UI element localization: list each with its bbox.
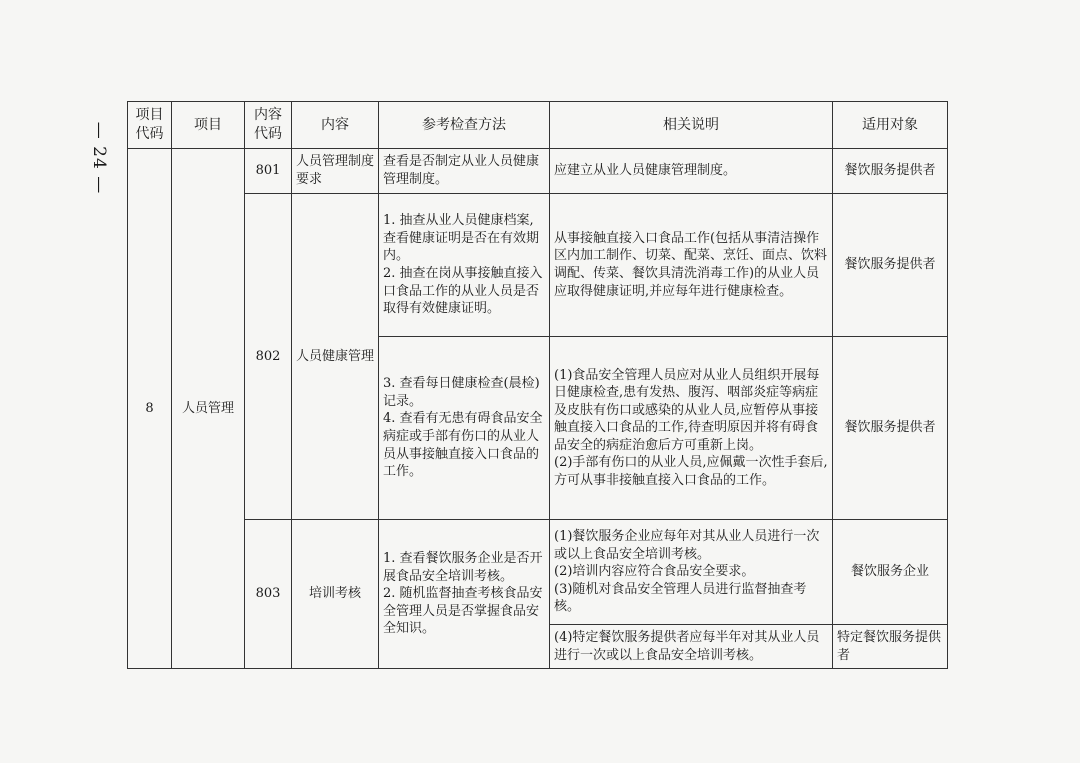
notes-802b-item-2: (2)手部有伤口的从业人员,应佩戴一次性手套后,方可从事非接触直接入口食品的工作。 bbox=[554, 455, 828, 488]
method-803-item-2: 2. 随机监督抽查考核食品安全管理人员是否掌握食品安全知识。 bbox=[383, 586, 543, 637]
method-802a-item-1: 1. 抽查从业人员健康档案,查看健康证明是否在有效期内。 bbox=[383, 213, 540, 264]
header-item: 项目 bbox=[172, 102, 245, 149]
header-content-code: 内容代码 bbox=[245, 102, 292, 149]
header-item-code: 项目代码 bbox=[128, 102, 172, 149]
header-content: 内容 bbox=[292, 102, 379, 149]
notes-803b: (4)特定餐饮服务提供者应每半年对其从业人员进行一次或以上食品安全培训考核。 bbox=[550, 625, 833, 669]
content-code-803: 803 bbox=[245, 520, 292, 669]
method-801: 查看是否制定从业人员健康管理制度。 bbox=[379, 149, 550, 194]
notes-802b bbox=[550, 337, 833, 520]
method-803 bbox=[379, 520, 550, 669]
item-name-cell: 人员管理 bbox=[172, 149, 245, 669]
header-applicable: 适用对象 bbox=[833, 102, 948, 149]
content-code-802: 802 bbox=[245, 194, 292, 520]
page-number: — 24 — bbox=[89, 121, 109, 195]
notes-803a-item-1: (1)餐饮服务企业应每年对其从业人员进行一次或以上食品安全培训考核。 bbox=[554, 529, 820, 562]
notes-803a-item-2: (2)培训内容应符合食品安全要求。 bbox=[554, 564, 755, 580]
content-802: 人员健康管理 bbox=[292, 194, 379, 520]
applicable-801: 餐饮服务提供者 bbox=[833, 149, 948, 194]
method-802b-item-3: 3. 查看每日健康检查(晨检)记录。 bbox=[383, 376, 540, 409]
applicable-802a: 餐饮服务提供者 bbox=[833, 194, 948, 337]
method-803-item-1: 1. 查看餐饮服务企业是否开展食品安全培训考核。 bbox=[383, 551, 543, 584]
table-row bbox=[128, 520, 948, 625]
applicable-803b: 特定餐饮服务提供者 bbox=[833, 625, 948, 669]
method-802b-item-4: 4. 查看有无患有碍食品安全病症或手部有伤口的从业人员从事接触直接入口食品的工作。 bbox=[383, 411, 543, 480]
notes-802a: 从事接触直接入口食品工作(包括从事清洁操作区内加工制作、切菜、配菜、烹饪、面点、饮料调配、传菜、餐饮具清洗消毒工作)的从业人员应取得健康证明,并应每年进行健康检查。 bbox=[550, 194, 833, 337]
notes-803a bbox=[550, 520, 833, 625]
method-802b bbox=[379, 337, 550, 520]
content-803: 培训考核 bbox=[292, 520, 379, 669]
content-code-801: 801 bbox=[245, 149, 292, 194]
notes-803a-item-3: (3)随机对食品安全管理人员进行监督抽查考核。 bbox=[554, 581, 807, 615]
header-row bbox=[128, 102, 948, 149]
header-method: 参考检查方法 bbox=[379, 102, 550, 149]
item-code-cell: 8 bbox=[128, 149, 172, 669]
inspection-table bbox=[127, 101, 948, 669]
header-notes: 相关说明 bbox=[550, 102, 833, 149]
notes-801: 应建立从业人员健康管理制度。 bbox=[550, 149, 833, 194]
table-row bbox=[128, 149, 948, 194]
applicable-802b: 餐饮服务提供者 bbox=[833, 337, 948, 520]
method-802a bbox=[379, 194, 550, 337]
notes-802b-item-1: (1)食品安全管理人员应对从业人员组织开展每日健康检查,患有发热、腹泻、咽部炎症等病症及皮肤有伤口或感染的从业人员,应暂停从事接触直接入口食品的工作,待查明原因并将有碍食品安全的病症治愈后方可重新上岗。 bbox=[554, 367, 820, 453]
content-801: 人员管理制度要求 bbox=[292, 149, 379, 194]
table-row bbox=[128, 194, 948, 337]
applicable-803a: 餐饮服务企业 bbox=[833, 520, 948, 625]
method-802a-item-2: 2. 抽查在岗从事接触直接入口食品工作的从业人员是否取得有效健康证明。 bbox=[383, 266, 543, 317]
